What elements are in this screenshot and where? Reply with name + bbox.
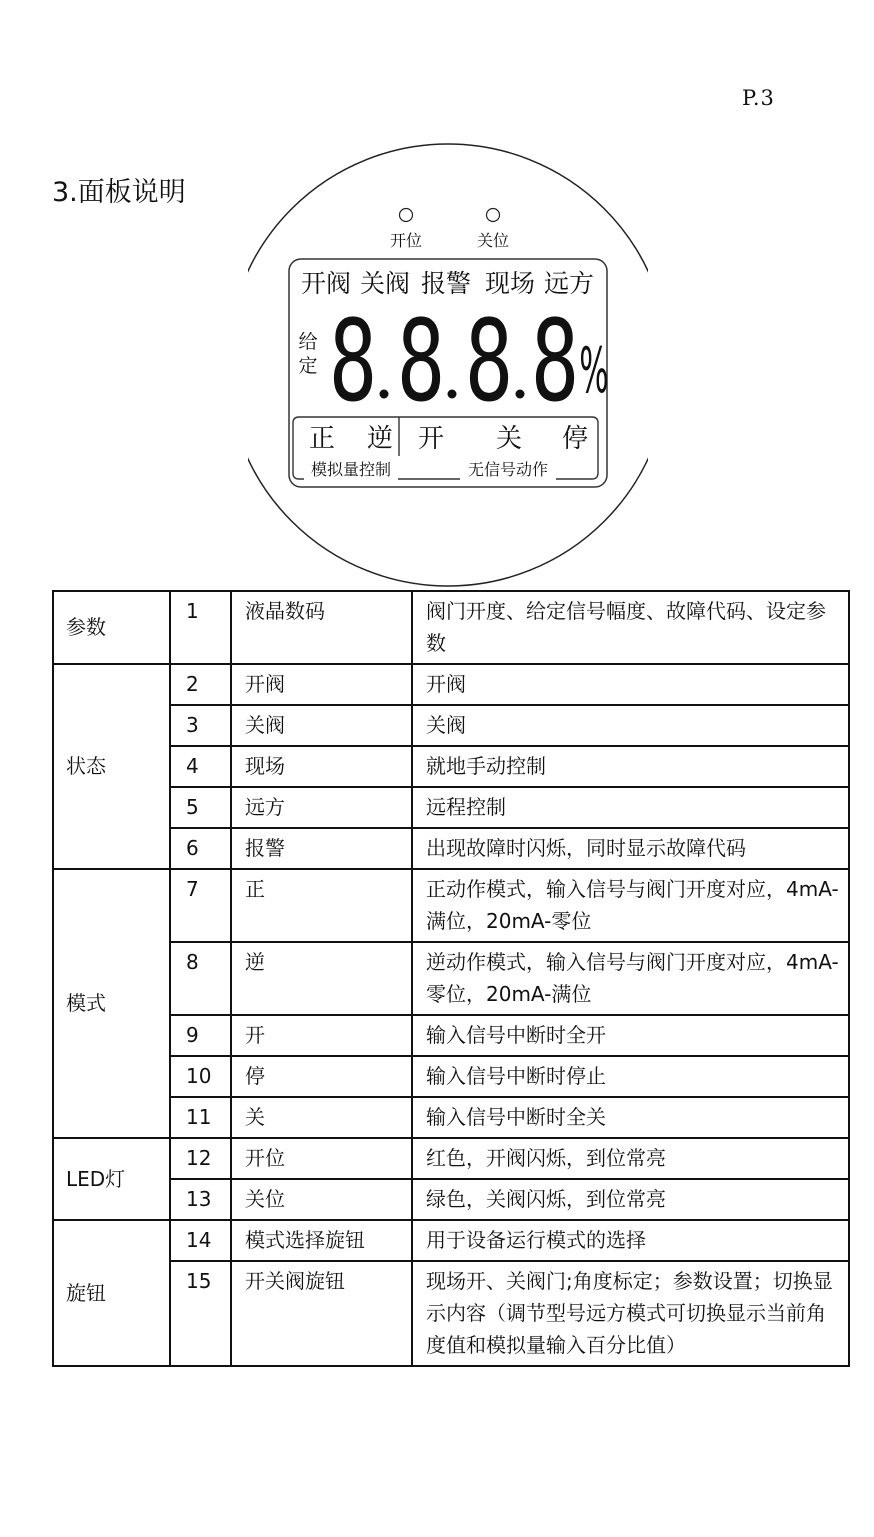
item-number-cell: 2 xyxy=(170,664,231,705)
status-label-open-valve: 开阀 xyxy=(300,269,352,298)
item-name-cell: 远方 xyxy=(231,787,412,828)
item-name-cell: 模式选择旋钮 xyxy=(231,1220,412,1261)
spec-table-body xyxy=(53,591,849,1366)
item-name-cell: 关阀 xyxy=(231,705,412,746)
mode-label-reverse: 逆 xyxy=(366,424,394,454)
category-cell: 模式 xyxy=(53,869,170,1138)
item-description-cell: 就地手动控制 xyxy=(412,746,849,787)
item-description-cell: 出现故障时闪烁，同时显示故障代码 xyxy=(412,828,849,869)
page-number: P.3 xyxy=(742,86,775,110)
table-row xyxy=(53,1138,849,1179)
analog-group-label: 模拟量控制 xyxy=(310,460,392,479)
item-description-cell: 远程控制 xyxy=(412,787,849,828)
lcd-digit-2: 8 xyxy=(396,296,446,428)
table-row xyxy=(53,1220,849,1261)
item-name-cell: 开 xyxy=(231,1015,412,1056)
item-number-cell: 5 xyxy=(170,787,231,828)
item-description-cell: 逆动作模式，输入信号与阀门开度对应，4mA-零位，20mA-满位 xyxy=(412,942,849,1015)
category-cell: 状态 xyxy=(53,664,170,869)
lcd-decimal-point-3 xyxy=(516,390,525,399)
item-number-cell: 7 xyxy=(170,869,231,942)
item-number-cell: 6 xyxy=(170,828,231,869)
category-cell: 旋钮 xyxy=(53,1220,170,1366)
item-description-cell: 红色，开阀闪烁，到位常亮 xyxy=(412,1138,849,1179)
table-row xyxy=(53,869,849,942)
led-close-label: 关位 xyxy=(476,231,510,250)
lcd-digit-1: 8 xyxy=(328,296,378,428)
item-name-cell: 开关阀旋钮 xyxy=(231,1261,412,1366)
status-label-local: 现场 xyxy=(484,269,536,298)
item-number-cell: 4 xyxy=(170,746,231,787)
table-row xyxy=(53,1261,849,1366)
item-name-cell: 开阀 xyxy=(231,664,412,705)
item-name-cell: 逆 xyxy=(231,942,412,1015)
mode-label-open: 开 xyxy=(417,424,445,454)
category-cell: 参数 xyxy=(53,591,170,664)
status-label-close-valve: 关阀 xyxy=(359,269,411,298)
table-row xyxy=(53,705,849,746)
item-number-cell: 15 xyxy=(170,1261,231,1366)
status-label-alarm: 报警 xyxy=(420,269,472,298)
setpoint-label-char1: 给 xyxy=(298,331,318,353)
led-open-indicator xyxy=(400,209,413,222)
table-row xyxy=(53,787,849,828)
item-description-cell: 输入信号中断时停止 xyxy=(412,1056,849,1097)
lcd-percent-sign: % xyxy=(579,335,609,408)
table-row xyxy=(53,591,849,664)
mode-label-forward: 正 xyxy=(308,424,336,454)
item-name-cell: 关 xyxy=(231,1097,412,1138)
item-number-cell: 3 xyxy=(170,705,231,746)
item-number-cell: 11 xyxy=(170,1097,231,1138)
item-number-cell: 9 xyxy=(170,1015,231,1056)
item-number-cell: 14 xyxy=(170,1220,231,1261)
item-name-cell: 关位 xyxy=(231,1179,412,1220)
lcd-decimal-point-2 xyxy=(448,390,457,399)
item-description-cell: 阀门开度、给定信号幅度、故障代码、设定参数 xyxy=(412,591,849,664)
item-number-cell: 1 xyxy=(170,591,231,664)
panel-spec-table xyxy=(52,590,850,1367)
item-number-cell: 10 xyxy=(170,1056,231,1097)
item-description-cell: 输入信号中断时全开 xyxy=(412,1015,849,1056)
table-row xyxy=(53,942,849,1015)
status-label-remote: 远方 xyxy=(543,269,595,298)
lcd-digit-4: 8 xyxy=(530,296,580,428)
no-signal-group-label: 无信号动作 xyxy=(467,460,549,479)
table-row xyxy=(53,1179,849,1220)
item-name-cell: 开位 xyxy=(231,1138,412,1179)
table-row xyxy=(53,746,849,787)
setpoint-label-char2: 定 xyxy=(298,355,318,377)
item-description-cell: 绿色，关阀闪烁，到位常亮 xyxy=(412,1179,849,1220)
table-row xyxy=(53,1056,849,1097)
item-name-cell: 液晶数码 xyxy=(231,591,412,664)
item-description-cell: 开阀 xyxy=(412,664,849,705)
item-name-cell: 停 xyxy=(231,1056,412,1097)
item-number-cell: 13 xyxy=(170,1179,231,1220)
led-open-label: 开位 xyxy=(389,231,423,250)
item-description-cell: 现场开、关阀门;角度标定；参数设置；切换显示内容（调节型号远方模式可切换显示当前角度值和模拟量输入百分比值） xyxy=(412,1261,849,1366)
mode-label-stop: 停 xyxy=(561,424,589,454)
table-row xyxy=(53,1015,849,1056)
item-description-cell: 正动作模式，输入信号与阀门开度对应，4mA-满位，20mA-零位 xyxy=(412,869,849,942)
table-row xyxy=(53,1097,849,1138)
item-number-cell: 8 xyxy=(170,942,231,1015)
item-description-cell: 用于设备运行模式的选择 xyxy=(412,1220,849,1261)
item-name-cell: 报警 xyxy=(231,828,412,869)
item-description-cell: 关阀 xyxy=(412,705,849,746)
table-row xyxy=(53,828,849,869)
category-cell: LED灯 xyxy=(53,1138,170,1220)
table-row xyxy=(53,664,849,705)
item-description-cell: 输入信号中断时全关 xyxy=(412,1097,849,1138)
lcd-digit-3: 8 xyxy=(464,296,514,428)
panel-diagram xyxy=(248,142,648,588)
item-name-cell: 现场 xyxy=(231,746,412,787)
section-title: 3.面板说明 xyxy=(52,177,186,208)
item-name-cell: 正 xyxy=(231,869,412,942)
item-number-cell: 12 xyxy=(170,1138,231,1179)
lcd-decimal-point-1 xyxy=(380,390,389,399)
led-close-indicator xyxy=(487,209,500,222)
mode-label-close: 关 xyxy=(495,424,523,454)
